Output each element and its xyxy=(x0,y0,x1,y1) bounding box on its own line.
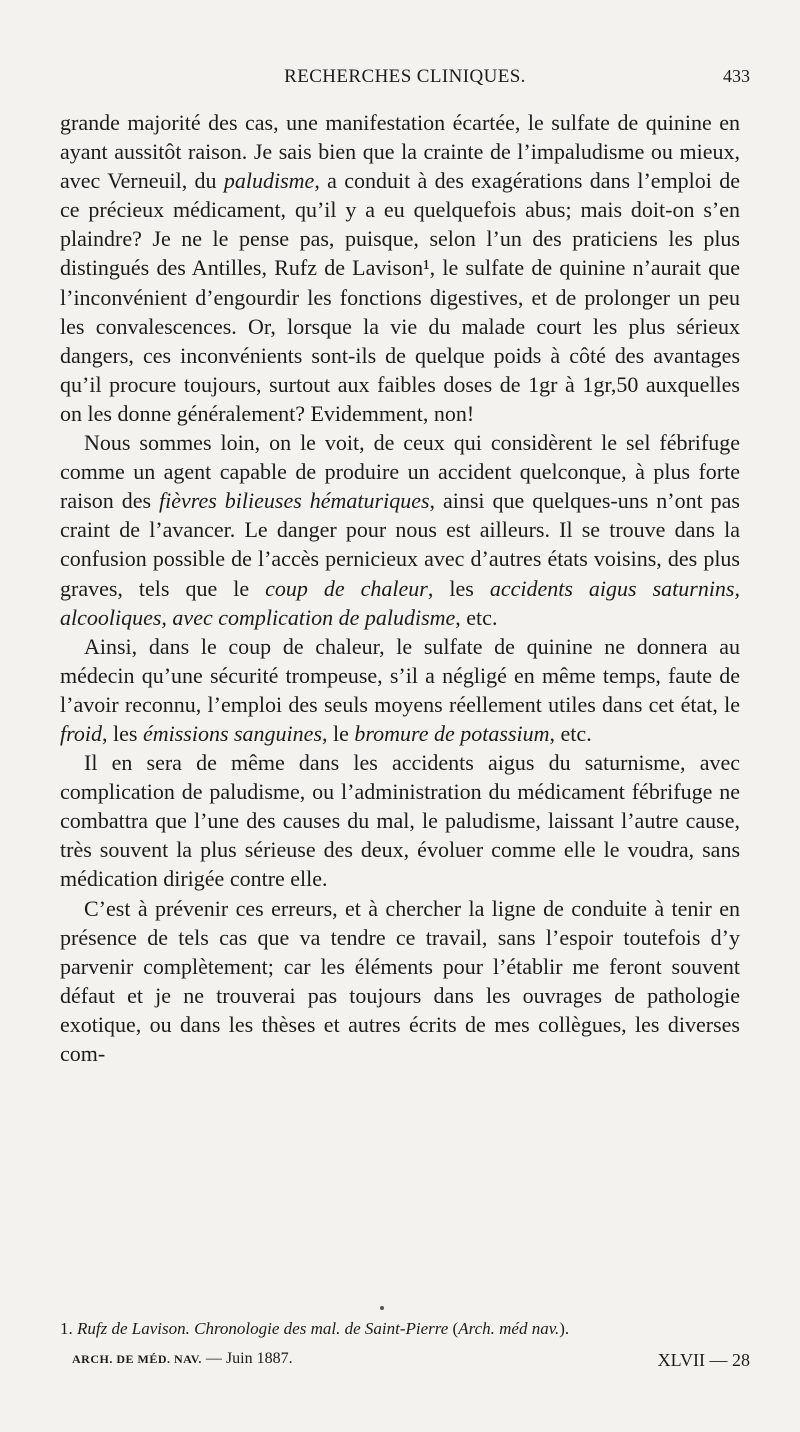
text-run: Nous sommes loin, on le voit, de ceux qui considèrent le sel fébrifuge comme un agent capable de produire un accident quelconque, à plus forte raison des xyxy=(60,430,740,514)
running-head xyxy=(60,66,750,96)
text-run: , les xyxy=(101,720,143,746)
italic-run: fièvres bilieuses hématuriques xyxy=(159,488,430,514)
text-run: , etc. xyxy=(455,604,498,630)
text-run: Ainsi, dans le coup de chaleur, le sulfate de quinine ne donnera au médecin qu’une sécurité trompeuse, s’il a négligé en même temps, faute de l’avoir reconnu, l’emploi des seuls moyens réellement utiles dans cet état, le xyxy=(60,633,740,717)
italic-run: coup de chaleur xyxy=(265,575,428,601)
text-run: , le xyxy=(322,720,355,746)
paragraph xyxy=(60,428,740,632)
paragraph xyxy=(60,108,740,428)
text-run: grande majorité des cas, une manifestation écartée, le sulfate de quinine en ayant aussitôt raison. Je sais bien que la crainte de l’impaludisme ou mieux, avec Verneuil, du xyxy=(60,110,740,194)
italic-run: émissions sanguines xyxy=(142,720,322,746)
text-run: , a conduit à des exagérations dans l’emploi de ce précieux médicament, qu’il y a eu quelquefois abus; mais doit-on s’en plaindre? Je ne le pense pas, puisque, selon l’un des praticiens les plus distingués des Antilles, Rufz de Lavison¹, le sulfate de quinine n’aurait que l’inconvénient d’engourdir les fonctions digestives, et de prolonger un peu les convalescences. Or, lorsque la vie du malade court les plus sérieux dangers, ces inconvénients sont-ils de quelque poids à côté des avantages qu’il procure toujours, surtout aux faibles doses de 1gr à 1gr,50 auxquelles on les donne généralement? Evidemment, non! xyxy=(60,168,740,426)
text-run: , les xyxy=(427,575,490,601)
main-text xyxy=(60,108,740,1068)
text-run: Il en sera de même dans les accidents aigus du saturnisme, avec complication de paludisme, ou l’administration du médicament fébrifuge ne combattra que l’une des causes du mal, le paludisme, laissant l’autre cause, très souvent la plus sérieuse des deux, évoluer comme elle le voudra, sans médication dirigée contre elle. xyxy=(60,750,740,892)
page-footer xyxy=(60,1350,750,1376)
italic-run: Rufz de Lavison. Chronologie des mal. de Saint-Pierre xyxy=(77,1319,449,1338)
footnote xyxy=(60,1318,750,1340)
text-run: , etc. xyxy=(549,720,592,746)
paragraph xyxy=(60,748,740,893)
text-run: ( xyxy=(448,1319,459,1338)
italic-run: froid xyxy=(60,720,102,746)
text-run: 1. xyxy=(60,1319,77,1338)
signature-mark: XLVII — 28 xyxy=(657,1350,750,1370)
running-title: RECHERCHES CLINIQUES. xyxy=(284,66,526,87)
italic-run: paludisme xyxy=(223,168,315,194)
text-run: C’est à prévenir ces erreurs, et à chercher la ligne de conduite à tenir en présence de tels cas que va tendre ce travail, sans l’espoir toutefois d’y parvenir complètement; car les éléments pour l’établir me feront souvent défaut et je ne trouverai pas toujours dans les ouvrages de pathologie exotique, ou dans les thèses et autres écrits de mes collègues, les diverses com- xyxy=(60,895,740,1066)
italic-run: Arch. méd nav. xyxy=(458,1319,560,1338)
paragraph xyxy=(60,632,740,748)
paragraph xyxy=(60,894,740,1069)
issue-date: — Juin 1887. xyxy=(205,1350,293,1367)
journal-abbrev: ARCH. DE MÉD. NAV. xyxy=(72,1352,202,1366)
italic-run: bromure de potassium xyxy=(354,720,550,746)
footer-journal xyxy=(72,1350,293,1368)
footnote-separator-dot xyxy=(380,1306,384,1310)
text-run: , ainsi que quelques-uns n’ont pas craint de l’avancer. Le danger pour nous est ailleurs. Il se trouve dans la confusion possible de l’accès pernicieux avec d’autres états voisins, des plus graves, tels que le xyxy=(60,488,740,601)
text-run: ). xyxy=(559,1319,570,1338)
italic-run: accidents aigus saturnins, alcooliques, avec complication de paludisme xyxy=(60,575,740,630)
page-number: 433 xyxy=(723,66,750,86)
